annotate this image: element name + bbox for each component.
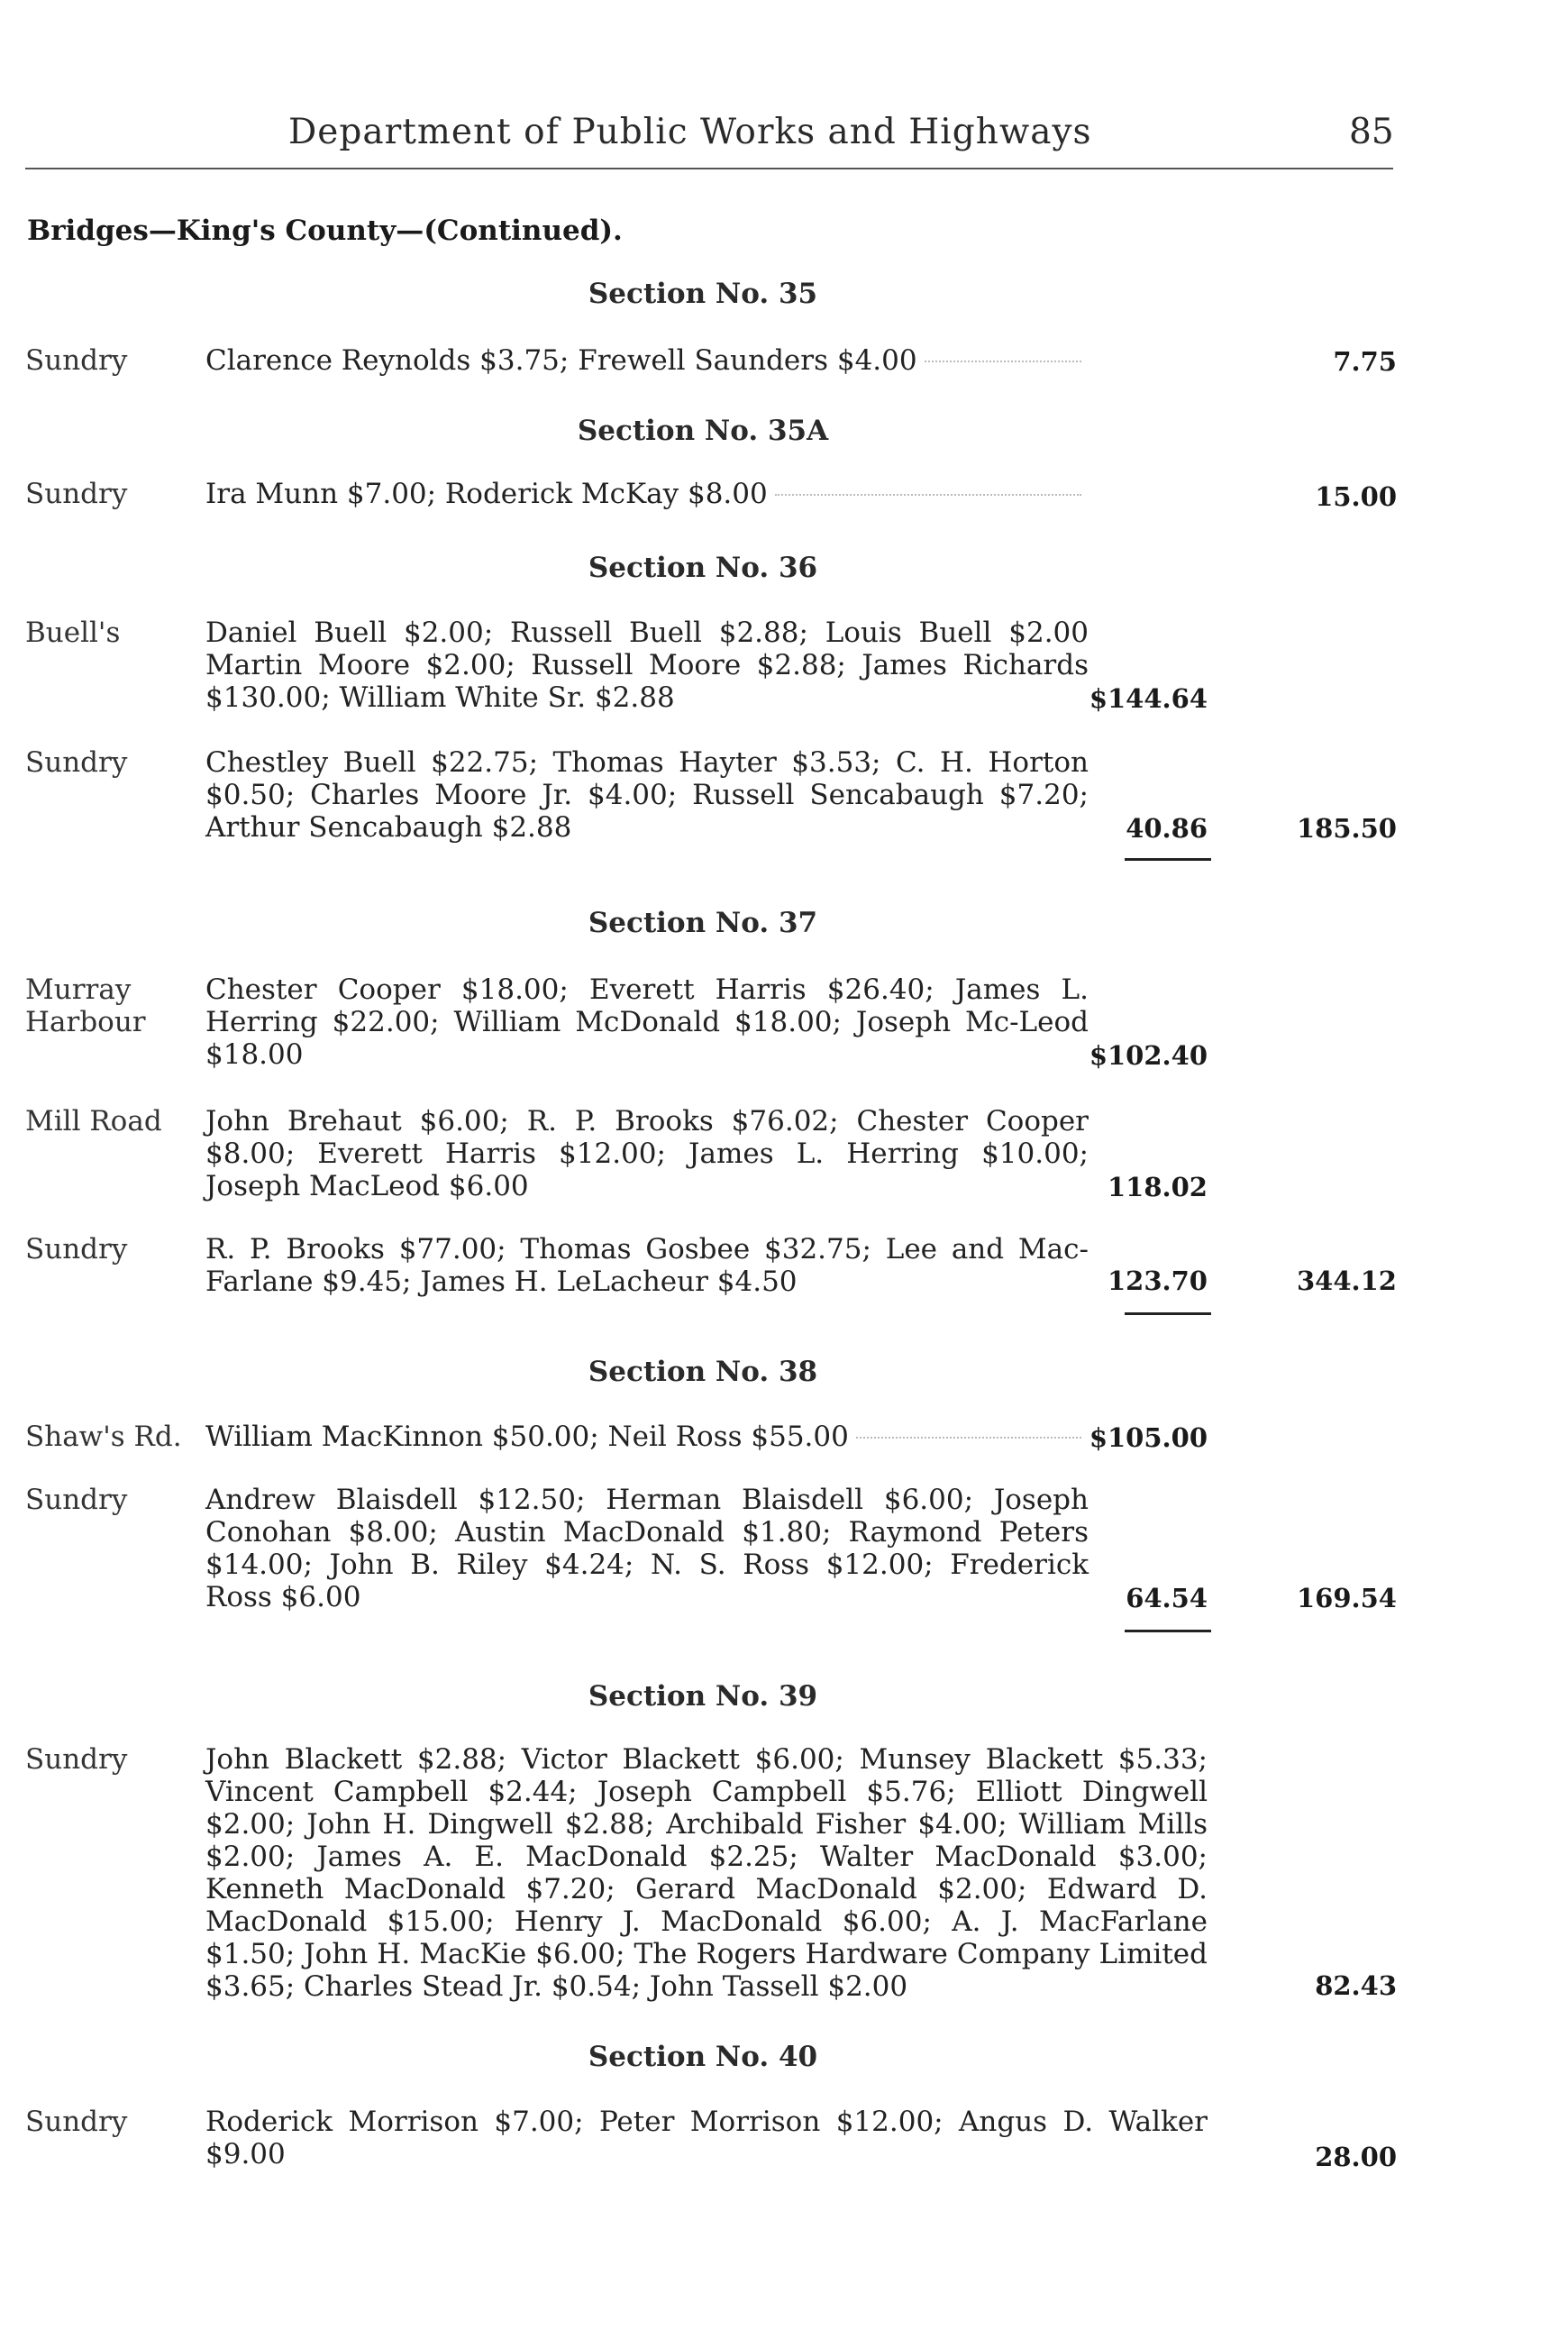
- leader-dots: [856, 1437, 1081, 1439]
- entry-subtotal: $102.40: [1089, 1040, 1208, 1071]
- entry-place: Sundry: [25, 1484, 128, 1516]
- entry-text: Chestley Buell $22.75; Thomas Hayter $3.53; C. H. Horton $0.50; Charles Moore Jr. $4.00; Russell Sencabaugh $7.20; Arthur Sencabaugh $2.88: [205, 746, 1089, 844]
- entry-subtotal: $144.64: [1089, 683, 1208, 714]
- subtotal-rule: [1125, 1630, 1211, 1632]
- entry-place: Mill Road: [25, 1105, 162, 1138]
- entry-text: Daniel Buell $2.00; Russell Buell $2.88; Louis Buell $2.00 Martin Moore $2.00; Russell Moore $2.88; James Richards $130.00; William White Sr. $2.88: [205, 617, 1089, 714]
- entry-place: Sundry: [25, 1743, 128, 1776]
- running-head: Bridges—King's County—(Continued).: [27, 215, 623, 247]
- header-divider: [25, 168, 1393, 169]
- entry-subtotal: 123.70: [1108, 1266, 1208, 1296]
- entry-subtotal: 40.86: [1126, 813, 1208, 844]
- entry-place: Buell's: [25, 617, 121, 649]
- page-number: 85: [1349, 112, 1394, 152]
- entry-place: Shaw's Rd.: [25, 1421, 182, 1453]
- entry-subtotal: $105.00: [1089, 1422, 1208, 1453]
- leader-dots: [925, 361, 1081, 362]
- leader-dots: [775, 494, 1081, 496]
- section-heading-36: Section No. 36: [588, 552, 818, 584]
- section-total: 169.54: [1297, 1583, 1397, 1613]
- entry-text: R. P. Brooks $77.00; Thomas Gosbee $32.75; Lee and Mac-Farlane $9.45; James H. LeLacheur $4.50: [205, 1233, 1089, 1298]
- entry-place: Sundry: [25, 2106, 128, 2138]
- section-heading-38: Section No. 38: [588, 1356, 818, 1388]
- section-total: 82.43: [1315, 1970, 1397, 2001]
- entry-text: Roderick Morrison $7.00; Peter Morrison $12.00; Angus D. Walker $9.00: [205, 2106, 1208, 2170]
- entry-text: John Brehaut $6.00; R. P. Brooks $76.02; Chester Cooper $8.00; Everett Harris $12.00; James L. Herring $10.00; Joseph MacLeod $6.00: [205, 1105, 1089, 1202]
- page-title: Department of Public Works and Highways: [288, 112, 1092, 152]
- section-total: 344.12: [1297, 1266, 1397, 1296]
- entry-text: William MacKinnon $50.00; Neil Ross $55.00: [205, 1421, 1089, 1453]
- entry-place: Sundry: [25, 1233, 128, 1266]
- entry-text: Clarence Reynolds $3.75; Frewell Saunders $4.00: [205, 344, 1089, 377]
- entry-subtotal: 118.02: [1108, 1172, 1208, 1202]
- section-total: 7.75: [1333, 346, 1397, 377]
- entry-text: Andrew Blaisdell $12.50; Herman Blaisdell $6.00; Joseph Conohan $8.00; Austin MacDonald $1.80; Raymond Peters $14.00; John B. Riley $4.24; N. S. Ross $12.00; Frederick Ross $6.00: [205, 1484, 1089, 1613]
- subtotal-rule: [1125, 858, 1211, 861]
- entry-place: Murray Harbour: [25, 973, 146, 1038]
- entry-text: Chester Cooper $18.00; Everett Harris $26.40; James L. Herring $22.00; William McDonald $18.00; Joseph Mc-Leod $18.00: [205, 973, 1089, 1071]
- section-heading-35a: Section No. 35A: [577, 415, 829, 447]
- section-total: 28.00: [1315, 2142, 1397, 2172]
- entry-place: Sundry: [25, 746, 128, 779]
- subtotal-rule: [1125, 1312, 1211, 1315]
- section-heading-35: Section No. 35: [588, 278, 818, 310]
- entry-subtotal: 64.54: [1126, 1583, 1208, 1613]
- section-total: 185.50: [1297, 813, 1397, 844]
- entry-place: Sundry: [25, 478, 128, 510]
- section-total: 15.00: [1315, 481, 1397, 512]
- entry-text: John Blackett $2.88; Victor Blackett $6.00; Munsey Blackett $5.33; Vincent Campbell $2.44; Joseph Campbell $5.76; Elliott Dingwell $2.00; John H. Dingwell $2.88; Archibald Fisher $4.00; William Mills $2.00; James A. E. MacDonald $2.25; Walter MacDonald $3.00; Kenneth MacDonald $7.20; Gerard MacDonald $2.00; Edward D. MacDonald $15.00; Henry J. MacDonald $6.00; A. J. MacFarlane $1.50; John H. MacKie $6.00; The Rogers Hardware Company Limited $3.65; Charles Stead Jr. $0.54; John Tassell $2.00: [205, 1743, 1208, 2003]
- entry-text: Ira Munn $7.00; Roderick McKay $8.00: [205, 478, 1089, 510]
- section-heading-40: Section No. 40: [588, 2041, 818, 2073]
- section-heading-39: Section No. 39: [588, 1680, 818, 1713]
- section-heading-37: Section No. 37: [588, 907, 818, 939]
- entry-place: Sundry: [25, 344, 128, 377]
